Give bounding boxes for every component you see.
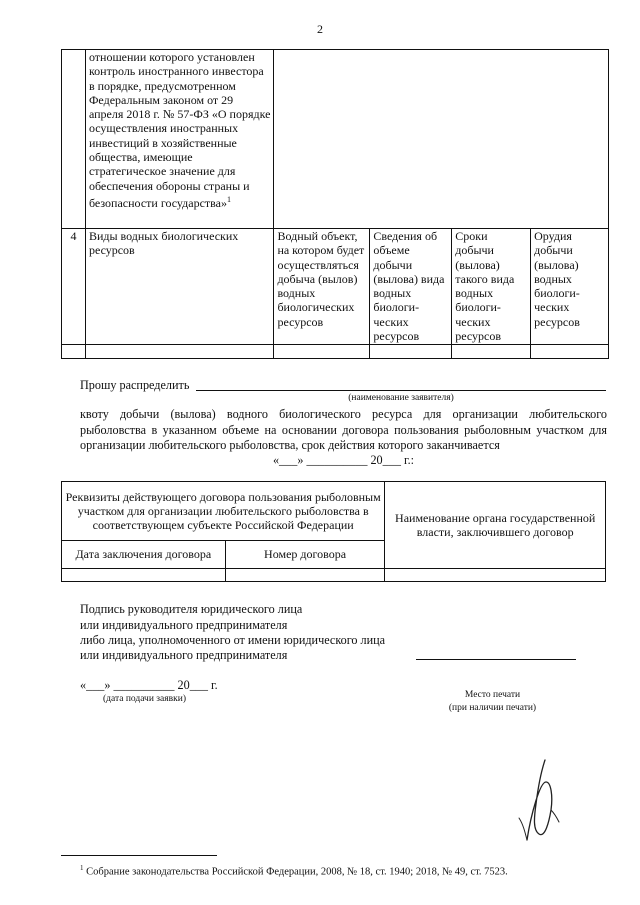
expiry-date-line: «___» __________ 20___ г.: — [272, 453, 415, 467]
info-table-continued — [61, 49, 609, 359]
table-row-empty — [62, 569, 606, 582]
contract-date-header: Дата заключения договора — [62, 541, 226, 569]
applicant-line — [196, 390, 606, 391]
continued-text: отношении которого установлен контроль иностранного инвестора в порядке, предусмотренном Федеральным законом от 29 апреля 2018 г. № 57-ФЗ «О порядке осуществления иностранных инвестиций в хозяйственные общества, имеющие стратегическое значение для обеспечения обороны страны и безопасности государства» — [88, 50, 271, 210]
submission-date: «___» __________ 20___ г. — [80, 678, 218, 692]
footnote-number: 1 — [80, 864, 84, 872]
footnote-separator — [61, 855, 217, 856]
applicant-caption: (наименование заявителя) — [348, 393, 454, 403]
request-prefix: Прошу распределить — [80, 378, 190, 392]
stamp-caption: (при наличии печати) — [448, 703, 537, 713]
request-body: квоту добычи (вылова) водного биологического ресурса для организации любительского рыболовства в указанном объеме на основании договора пользования рыболовным участком для организации любительского рыболовства, срок действия которого заканчивается — [80, 407, 607, 452]
contract-details-header: Реквизиты действующего договора пользования рыболовным участком для организации любительского рыболовства в соответствующем субъекте Российской Федерации — [62, 482, 385, 541]
row-label: Виды водных биологических ресурсов — [85, 229, 274, 345]
footnote — [80, 864, 508, 878]
column-water-object: Водный объект, на котором будет осуществляться добыча (вылов) водных биологических ресурсов — [274, 229, 370, 345]
table-cell — [370, 345, 452, 359]
signature-label-2: или индивидуального предпринимателя — [80, 618, 288, 632]
column-gear: Орудия добычи (вылова) водных биологи-ческих ресурсов — [531, 229, 609, 345]
table-cell — [531, 345, 609, 359]
table-row — [62, 482, 606, 541]
table-row — [62, 229, 609, 345]
page-number: 2 — [317, 22, 323, 36]
signature-label-4: или индивидуального предпринимателя — [80, 648, 288, 662]
signature-line — [416, 659, 576, 660]
table-cell — [274, 345, 370, 359]
table-cell — [274, 50, 609, 229]
stamp-label: Место печати — [464, 690, 521, 700]
submission-date-caption: (дата подачи заявки) — [103, 694, 186, 704]
table-row — [62, 50, 609, 229]
column-period: Сроки добычи (вылова) такого вида водных биологи-ческих ресурсов — [452, 229, 531, 345]
table-cell — [62, 569, 226, 582]
handwritten-signature — [505, 752, 575, 847]
table-cell — [452, 345, 531, 359]
column-volume: Сведения об объеме добычи (вылова) вида водных биологи-ческих ресурсов — [370, 229, 452, 345]
row-number: 4 — [62, 229, 86, 345]
contract-number-header: Номер договора — [225, 541, 385, 569]
signature-label-3: либо лица, уполномоченного от имени юридического лица — [80, 633, 386, 647]
table-cell — [62, 50, 86, 229]
table-cell — [85, 50, 274, 229]
contract-table — [61, 481, 606, 582]
table-cell — [85, 345, 274, 359]
footnote-text: Собрание законодательства Российской Федерации, 2008, № 18, ст. 1940; 2018, № 49, ст. 7523. — [86, 866, 508, 878]
signature-label-1: Подпись руководителя юридического лица — [80, 602, 303, 616]
table-row-empty — [62, 345, 609, 359]
authority-header: Наименование органа государственной власти, заключившего договор — [385, 482, 606, 569]
footnote-mark: 1 — [226, 194, 231, 204]
table-cell — [225, 569, 385, 582]
table-cell — [385, 569, 606, 582]
table-cell — [62, 345, 86, 359]
